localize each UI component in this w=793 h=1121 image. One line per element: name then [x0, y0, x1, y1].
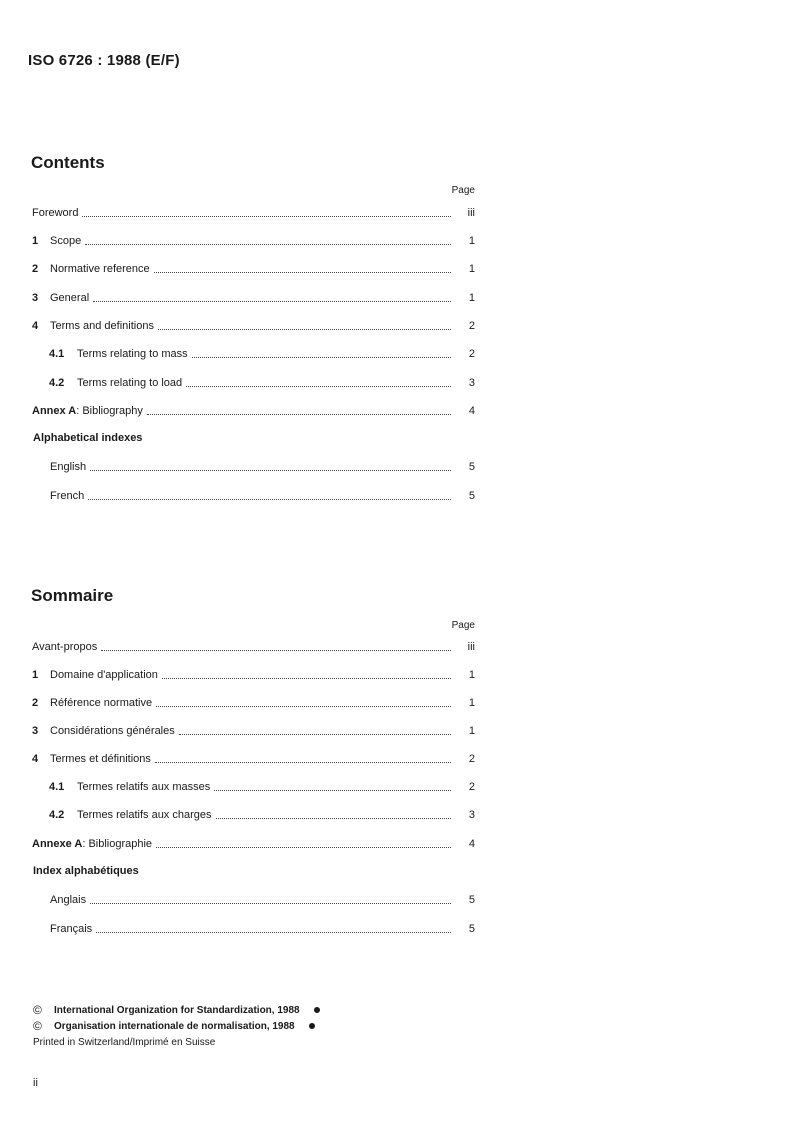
dot-leader	[85, 243, 451, 245]
toc-entry-general[interactable]	[32, 289, 475, 305]
toc-entry-number: 4.1	[49, 781, 65, 793]
toc-entry-page: 2	[468, 753, 475, 765]
dot-leader	[156, 705, 451, 707]
dot-leader	[88, 498, 451, 500]
contents-page-label: Page	[451, 185, 475, 196]
toc-entry-title: English	[50, 461, 87, 473]
toc-entry-title: : Bibliography	[76, 405, 143, 417]
toc-entry-terms-load[interactable]	[49, 374, 475, 390]
toc-entry-title: Termes relatifs aux charges	[77, 809, 212, 821]
toc-entry-title: General	[50, 292, 90, 304]
sommaire-page-label: Page	[451, 620, 475, 631]
dot-leader	[156, 846, 451, 848]
toc-entry-page: 5	[468, 461, 475, 473]
toc-entry-terms-mass[interactable]	[49, 345, 475, 361]
toc-entry-index-french[interactable]	[50, 487, 475, 503]
toc-entry-title: Termes relatifs aux masses	[77, 781, 211, 793]
sommaire-title: Sommaire	[31, 586, 114, 605]
bullet-dot-icon	[309, 1023, 315, 1029]
toc-entry-number: 4.1	[49, 348, 65, 360]
toc-entry-title: Foreword	[32, 207, 79, 219]
toc-entry-title: Domaine d'application	[50, 669, 158, 681]
toc-entry-annex-label: Annex A	[32, 405, 77, 417]
toc-entry-number: 3	[32, 292, 39, 304]
toc-entry-number: 3	[32, 725, 39, 737]
toc-entry-number: 1	[32, 235, 39, 247]
dot-leader	[147, 413, 451, 415]
toc-entry-page: 2	[468, 781, 475, 793]
dot-leader	[214, 789, 451, 791]
toc-entry-page: iii	[467, 641, 475, 653]
toc-entry-number: 4.2	[49, 377, 65, 389]
toc-entry-annexe-a[interactable]	[32, 835, 475, 851]
toc-entry-index-anglais[interactable]	[50, 891, 475, 907]
toc-entry-termes-masses[interactable]	[49, 778, 475, 794]
dot-leader	[96, 931, 451, 933]
toc-entry-page: 2	[468, 348, 475, 360]
toc-entry-page: 5	[468, 923, 475, 935]
copyright-fr-text: Organisation internationale de normalisation, 1988	[54, 1020, 295, 1032]
toc-entry-page: iii	[467, 207, 475, 219]
toc-entry-reference-normative[interactable]	[32, 694, 475, 710]
dot-leader	[101, 649, 451, 651]
toc-entry-terms-and-definitions[interactable]	[32, 317, 475, 333]
toc-entry-avant-propos[interactable]	[32, 638, 475, 654]
toc-entry-annex-label: Annexe A	[32, 838, 83, 850]
copyright-icon: ©	[33, 1003, 42, 1017]
toc-entry-page: 4	[468, 838, 475, 850]
toc-entry-page: 1	[468, 725, 475, 737]
toc-entry-title: Référence normative	[50, 697, 153, 709]
toc-entry-page: 2	[468, 320, 475, 332]
toc-entry-title: Termes et définitions	[50, 753, 151, 765]
dot-leader	[162, 677, 451, 679]
copyright-fr	[33, 1019, 315, 1033]
toc-entry-number: 2	[32, 697, 39, 709]
toc-entry-number: 4	[32, 753, 39, 765]
toc-entry-number: 4	[32, 320, 39, 332]
dot-leader	[179, 733, 451, 735]
toc-entry-title: : Bibliographie	[82, 838, 153, 850]
toc-entry-title: Terms relating to load	[77, 377, 183, 389]
toc-entry-title: Normative reference	[50, 263, 150, 275]
copyright-en	[33, 1003, 320, 1017]
toc-entry-domaine[interactable]	[32, 666, 475, 682]
toc-entry-number: 4.2	[49, 809, 65, 821]
toc-entry-number: 1	[32, 669, 39, 681]
toc-entry-considerations-generales[interactable]	[32, 722, 475, 738]
toc-entry-page: 1	[468, 235, 475, 247]
alphabetical-indexes-heading: Alphabetical indexes	[33, 432, 143, 444]
toc-entry-annex-a[interactable]	[32, 402, 475, 418]
toc-entry-normative-reference[interactable]	[32, 260, 475, 276]
toc-entry-title: Avant-propos	[32, 641, 98, 653]
toc-entry-termes-definitions[interactable]	[32, 750, 475, 766]
toc-entry-title: Terms and definitions	[50, 320, 154, 332]
dot-leader	[186, 385, 451, 387]
toc-entry-number: 2	[32, 263, 39, 275]
toc-entry-scope[interactable]	[32, 232, 475, 248]
toc-entry-page: 1	[468, 263, 475, 275]
copyright-en-text: International Organization for Standardization, 1988	[54, 1004, 300, 1016]
toc-entry-title: Français	[50, 923, 93, 935]
dot-leader	[155, 761, 451, 763]
dot-leader	[82, 215, 451, 217]
bullet-dot-icon	[314, 1007, 320, 1013]
dot-leader	[216, 817, 452, 819]
toc-entry-title: Scope	[50, 235, 82, 247]
contents-title: Contents	[31, 153, 105, 172]
dot-leader	[90, 469, 451, 471]
toc-entry-foreword[interactable]	[32, 204, 475, 220]
dot-leader	[158, 328, 451, 330]
dot-leader	[154, 271, 451, 273]
toc-entry-index-francais[interactable]	[50, 920, 475, 936]
dot-leader	[93, 300, 451, 302]
toc-entry-page: 1	[468, 669, 475, 681]
toc-entry-page: 5	[468, 894, 475, 906]
toc-entry-termes-charges[interactable]	[49, 806, 475, 822]
toc-entry-title: French	[50, 490, 85, 502]
copyright-icon: ©	[33, 1019, 42, 1033]
toc-entry-page: 1	[468, 292, 475, 304]
dot-leader	[90, 902, 451, 904]
document-id: ISO 6726 : 1988 (E/F)	[28, 52, 180, 69]
index-alphabetiques-heading: Index alphabétiques	[33, 865, 139, 877]
toc-entry-page: 1	[468, 697, 475, 709]
toc-entry-title: Considérations générales	[50, 725, 175, 737]
toc-entry-page: 4	[468, 405, 475, 417]
toc-entry-title: Anglais	[50, 894, 87, 906]
page-number: ii	[33, 1077, 38, 1089]
toc-entry-index-english[interactable]	[50, 458, 475, 474]
dot-leader	[192, 356, 451, 358]
toc-entry-page: 3	[468, 809, 475, 821]
printed-in: Printed in Switzerland/Imprimé en Suisse	[33, 1037, 216, 1048]
toc-entry-title: Terms relating to mass	[77, 348, 188, 360]
toc-entry-page: 5	[468, 490, 475, 502]
toc-entry-page: 3	[468, 377, 475, 389]
